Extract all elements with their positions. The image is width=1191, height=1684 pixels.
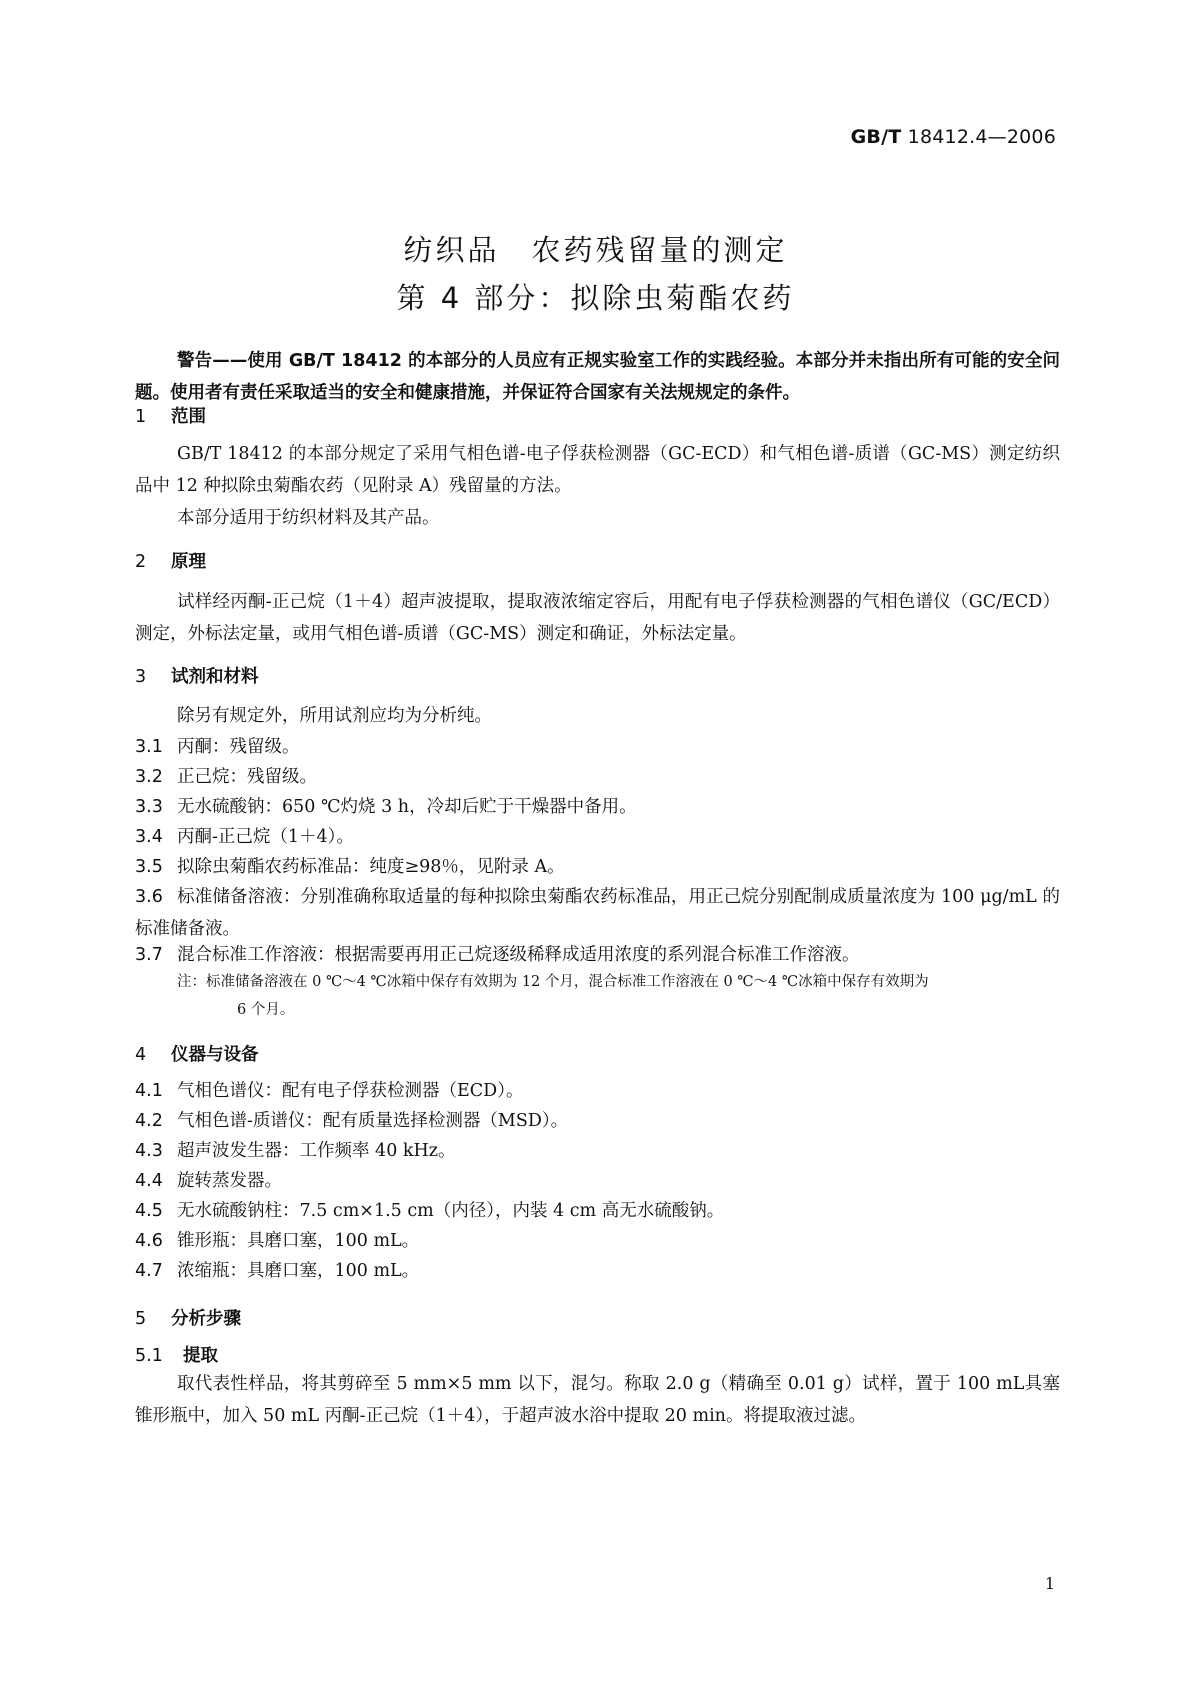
clause-text: 锥形瓶：具磨口塞，100 mL。 [177, 1231, 420, 1251]
clause-text: 浓缩瓶：具磨口塞，100 mL。 [177, 1261, 420, 1281]
section-number: 2 [135, 552, 147, 572]
section-4-heading [135, 1041, 259, 1066]
clause-4-1 [135, 1075, 1060, 1107]
note [177, 968, 1060, 1024]
clause-text: 拟除虫菊酯农药标准品：纯度≥98％，见附录 A。 [177, 857, 565, 877]
clause-number: 3.5 [135, 857, 163, 877]
clause-number: 3.1 [135, 737, 163, 757]
clause-text: 气相色谱仪：配有电子俘获检测器（ECD）。 [177, 1081, 524, 1101]
clause-number: 4.3 [135, 1141, 163, 1161]
clause-text: 无水硫酸钠柱：7.5 cm×1.5 cm（内径），内装 4 cm 高无水硫酸钠。 [177, 1201, 725, 1221]
note-line-1: 注：标准储备溶液在 0 ℃～4 ℃冰箱中保存有效期为 12 个月，混合标准工作溶液在 0 ℃～4 ℃冰箱中保存有效期为 [177, 974, 929, 990]
clause-number: 4.2 [135, 1111, 163, 1131]
clause-number: 4.4 [135, 1171, 163, 1191]
clause-number: 3.2 [135, 767, 163, 787]
clause-number: 4.7 [135, 1261, 163, 1281]
section-title: 试剂和材料 [171, 667, 259, 687]
clause-4-5 [135, 1195, 1060, 1227]
section-3-heading [135, 663, 259, 688]
subsection-title: 提取 [183, 1346, 218, 1366]
section-title: 仪器与设备 [171, 1045, 259, 1065]
standard-code: 18412.4—2006 [901, 126, 1056, 148]
section-number: 3 [135, 667, 147, 687]
clause-number: 4.5 [135, 1201, 163, 1221]
note-line-2: 6 个月。 [237, 1002, 295, 1018]
clause-text: 超声波发生器：工作频率 40 kHz。 [177, 1141, 456, 1161]
subsection-number: 5.1 [135, 1346, 163, 1366]
clause-text: 混合标准工作溶液：根据需要再用正己烷逐级稀释成适用浓度的系列混合标准工作溶液。 [177, 945, 860, 965]
clause-3-3 [135, 791, 1060, 823]
clause-text: 无水硫酸钠：650 ℃灼烧 3 h，冷却后贮于干燥器中备用。 [177, 797, 637, 817]
clause-number: 4.1 [135, 1081, 163, 1101]
section-number: 5 [135, 1309, 147, 1329]
clause-4-4 [135, 1165, 1060, 1197]
section-2-paragraph-1: 试样经丙酮-正己烷（1＋4）超声波提取，提取液浓缩定容后，用配有电子俘获检测器的气相色谱仪（GC/ECD）测定，外标法定量，或用气相色谱-质谱（GC-MS）测定和确证，外标法定量。 [135, 592, 1060, 644]
clause-3-6 [135, 881, 1060, 945]
section-2-heading [135, 548, 206, 573]
clause-text: 丙酮：残留级。 [177, 737, 300, 757]
section-5-heading [135, 1305, 241, 1330]
section-1-heading [135, 403, 206, 428]
clause-3-2 [135, 761, 1060, 793]
warning-paragraph: 警告——使用 GB/T 18412 的本部分的人员应有正规实验室工作的实践经验。本部分并未指出所有可能的安全问题。使用者有责任采取适当的安全和健康措施，并保证符合国家有关法规规定的条件。 [135, 351, 1060, 403]
section-title: 原理 [171, 552, 206, 572]
subsection-5-1-heading [135, 1342, 218, 1367]
clause-number: 3.6 [135, 887, 163, 907]
clause-text: 丙酮-正己烷（1＋4）。 [177, 827, 354, 847]
section-3-intro: 除另有规定外，所用试剂应均为分析纯。 [177, 706, 492, 726]
subsection-5-1-paragraph: 取代表性样品，将其剪碎至 5 mm×5 mm 以下，混匀。称取 2.0 g（精确至 0.01 g）试样，置于 100 mL具塞锥形瓶中，加入 50 mL 丙酮-正己烷（1＋4），于超声波水浴中提取 20 min。将提取液过滤。 [135, 1374, 1060, 1426]
standard-number [851, 126, 1056, 148]
clause-number: 3.4 [135, 827, 163, 847]
clause-4-7 [135, 1255, 1060, 1287]
clause-3-4 [135, 821, 1060, 853]
standard-prefix: GB/T [850, 126, 902, 148]
clause-4-3 [135, 1135, 1060, 1167]
document-subtitle: 第 4 部分：拟除虫菊酯农药 [396, 281, 795, 315]
clause-4-2 [135, 1105, 1060, 1137]
section-title: 范围 [171, 407, 206, 427]
clause-text: 气相色谱-质谱仪：配有质量选择检测器（MSD）。 [177, 1111, 569, 1131]
clause-text: 正己烷：残留级。 [177, 767, 317, 787]
clause-3-7 [135, 939, 1060, 971]
section-number: 4 [135, 1045, 147, 1065]
document-title: 纺织品 农药残留量的测定 [403, 233, 788, 267]
clause-3-5 [135, 851, 1060, 883]
section-1-paragraph-2: 本部分适用于纺织材料及其产品。 [177, 508, 440, 528]
clause-number: 4.6 [135, 1231, 163, 1251]
clause-4-6 [135, 1225, 1060, 1257]
section-title: 分析步骤 [171, 1309, 241, 1329]
clause-number: 3.7 [135, 945, 163, 965]
clause-text: 旋转蒸发器。 [177, 1171, 282, 1191]
clause-3-1 [135, 731, 1060, 763]
section-number: 1 [135, 407, 147, 427]
section-1-paragraph-1: GB/T 18412 的本部分规定了采用气相色谱-电子俘获检测器（GC-ECD）和气相色谱-质谱（GC-MS）测定纺织品中 12 种拟除虫菊酯农药（见附录 A）残留量的方法。 [135, 444, 1060, 496]
clause-number: 3.3 [135, 797, 163, 817]
clause-text: 标准储备溶液：分别准确称取适量的每种拟除虫菊酯农药标准品，用正己烷分别配制成质量浓度为 100 μg/mL 的标准储备液。 [135, 887, 1060, 939]
page-number: 1 [1044, 1574, 1055, 1593]
